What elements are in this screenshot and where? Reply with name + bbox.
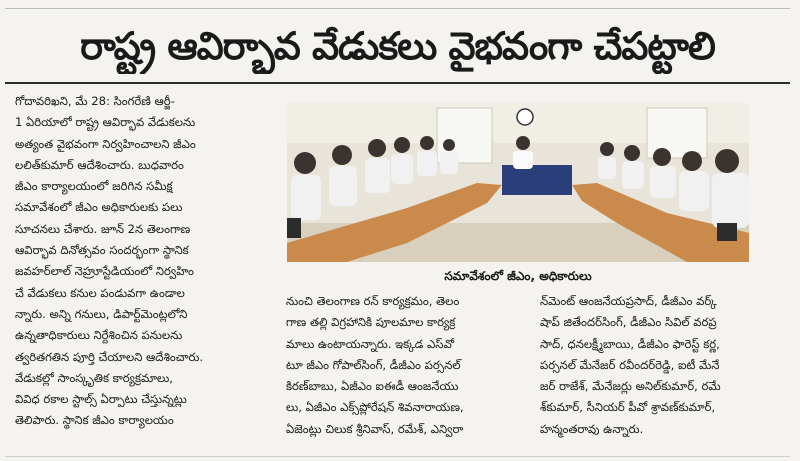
bottom-rule <box>5 456 790 457</box>
top-rule <box>5 8 790 9</box>
article-line: నుంచి తెలంగాణ రన్ కార్యక్రమం, తెలం <box>286 294 460 308</box>
article-line: తెలిపారు. స్థానిక జీఎం కార్యాలయం <box>15 413 174 428</box>
article-line: సమావేశంలో జీఎం అధికారులకు పలు <box>15 200 183 215</box>
article-line: శ్‌కుమార్, సీనియర్ పీవో శ్రావణ్‌కుమార్, <box>540 400 716 415</box>
article-line: వివిధ రకాల స్టాల్స్ ఏర్పాటు చేస్తున్నట్లు <box>15 392 187 407</box>
headline-rule <box>5 82 790 84</box>
article-line: టూ జీఎం గోపాల్‌సింగ్, డీజీఎం పర్సనల్ <box>286 357 461 372</box>
article-line: అత్యంత వైభవంగా నిర్వహించాలని జీఎం <box>15 136 196 151</box>
article-line: జవహర్‌లాల్ నెహ్రూస్టేడియంలో నిర్వహిం <box>15 264 194 279</box>
article-column-3 <box>540 291 790 451</box>
article-line: 1 ఏరియాలో రాష్ట్ర ఆవిర్భావ వేడుకలను <box>15 115 196 130</box>
article-line: గోదావరిఖని, మే 28: సింగరేణి ఆర్జీ- <box>15 94 175 108</box>
article-line: న్‌మెంట్ ఆంజనేయప్రసాద్, డీజీఎం వర్క్ <box>540 294 717 308</box>
article-line: లు, ఏజీఎం ఎక్స్‌ప్లోరేషన్ శివనారాయణ, <box>286 400 464 415</box>
article-line: ఏజెంట్లు చిలుక శ్రీనివాస్, రమేశ్, ఎన్విరా <box>286 421 464 436</box>
article-line: షాప్ జితేందర్‌సింగ్, డీజీఎం సివిల్ వరప్ర <box>540 315 717 330</box>
article-line: హన్మంతరావు ఉన్నారు. <box>540 421 644 436</box>
headline: రాష్ట్ర ఆవిర్భావ వేడుకలు వైభవంగా చేపట్టాలి <box>80 24 715 68</box>
article-line: జర్ రాజేశ్, మేనేజర్లు అనిల్‌కుమార్, రమే <box>540 379 721 394</box>
article-line: లలిత్‌కుమార్ ఆదేశించారు. బుధవారం <box>15 157 184 172</box>
meeting-photo-illustration <box>287 103 749 262</box>
article-line: ఆవిర్భావ దినోత్సవం సందర్భంగా స్థానిక <box>15 243 189 258</box>
article-line: కిరణ్‌బాబు, ఏజీఎం ఐఈడీ ఆంజనేయు <box>286 379 459 394</box>
article-column-2 <box>286 291 534 451</box>
article-line: ఉన్నతాధికారులు నిర్దేశించిన పనులను <box>15 328 183 343</box>
article-line: చే వేడుకలు కనుల పండువగా ఉండాల <box>15 285 185 300</box>
article-line: వేడుకల్లో సాంస్కృతిక కార్యక్రమాలు, <box>15 370 173 385</box>
article-line: సాద్, ధనలక్ష్మీబాయి, డీజీఎం ఫారెస్ట్ కర్ణ, <box>540 336 720 351</box>
photo-caption: సమావేశంలో జీఎం, అధికారులు <box>444 269 592 283</box>
article-line: మాలు ఉంటాయన్నారు. ఇక్కడ ఎస్‌వో <box>286 336 454 351</box>
news-photo <box>287 103 749 262</box>
article-column-1 <box>15 91 273 451</box>
article-line: పర్సనల్ మేనేజర్ రవీందర్‌రెడ్డి, ఐటీ మేనే <box>540 357 720 372</box>
article-line: త్వరితగతిన పూర్తి చేయాలని ఆదేశించారు. <box>15 349 204 364</box>
article-line: న్నారు. అన్ని గనులు, డిపార్ట్‌మెంట్లలోని <box>15 306 188 321</box>
article-line: సూచనలు చేశారు. జూన్ 2న తెలంగాణ <box>15 221 191 236</box>
article-line: జీఎం కార్యాలయంలో జరిగిన సమీక్ష <box>15 179 173 194</box>
article-line: గాణ తల్లి విగ్రహానికి పూలమాల కార్యక్ర <box>286 315 456 330</box>
